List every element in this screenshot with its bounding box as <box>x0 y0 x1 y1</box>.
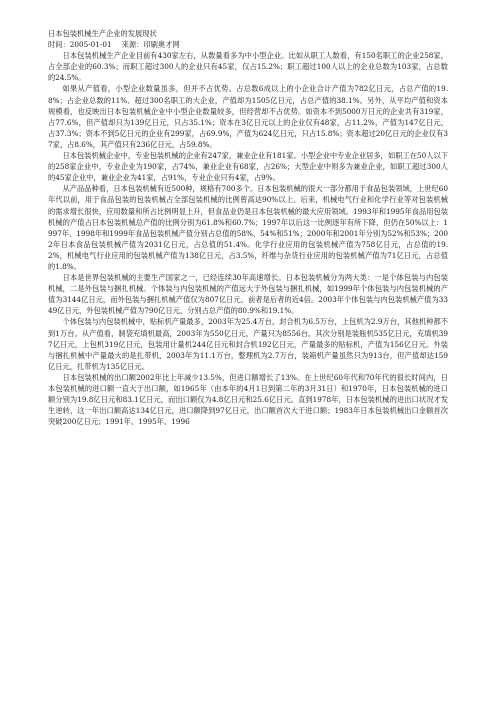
document-title: 日本包装机械生产企业的发展现状 <box>48 29 157 38</box>
paragraph: 如果从产值看，小型企业数量虽多，但并不占优势。占总数6成以上的小企业合计产值为782亿日元，占总产值的19.8%；占企业总数的11%、超过300名职工的大企业，产值却为1505亿日元，占总产值的38.1%。另外，从平均产值和资本规模看，也反映出日本包装机械企业中小型企业数量较多，但经营却不占优势。如资本不到5000万日元的企业共有319家，占77.6%，但产值却只为139亿日元，只占35.1%；资本在3亿日元以上的企业仅有48家，占11.2%，产值为147亿日元，占37.3%；资本不到5亿日元的企业有299家，占69.9%，产值为624亿日元，只占15.8%；资本超过20亿日元的企业仅有37家，占8.6%，其产值只有236亿日元，占59.8%。 <box>48 84 448 149</box>
source-label: 来源：印刷奥才网 <box>121 40 180 50</box>
paragraph: 日本是世界包装机械的主要生产国家之一，已经连续30年高速增长。日本包装机械分为两大类：一是个体包装与内包装机械，二是外包装与捆扎机械。个体装与内包装机械的产值远大于外包装与捆扎机械，如1999年个体包装与内包装机械的产值为3144亿日元，而外包装与捆扎机械产值仅为807亿日元，前者是后者的近4倍。2003年个体包装与内包装机械产值为3349亿日元，外包装机械产值为790亿日元，分别占总产值的80.9%和19.1%。 <box>48 273 448 316</box>
paragraph: 日本包装机械的出口额2002年比上年减少13.5%，但进口额增长了13%。在上世纪60年代和70年代的很长时间内，日本包装机械的进口额一直大于出口额，如1965年（由本年的4月1日到第二年的3月31日）和1970年，日本包装机械的进口额分别为19.8亿日元和83.1亿日元，而出口额仅为4.8亿日元和25.6亿日元。直到1978年，日本包装机械的进出口状况才发生逆转，这一年出口额高达134亿日元，进口额降到97亿日元，出口额首次大于进口额；1983年日本包装机械出口金额首次突破200亿日元；1991年、1995年、1996 <box>48 372 448 427</box>
paragraph: 日本包装机械企业中，专业包装机械的企业有247家，兼业企业有181家。小型企业中专业企业居多，如职工在50人以下的258家企业中，专业企业为190家，占74%，兼业企业有68家，占26%；大型企业中则多为兼业企业，如职工超过300人的45家企业中，兼业企业为41家，占91%，专业企业只有4家，占9%。 <box>48 151 448 183</box>
paragraph: 个体包装与内包装机械中，贴标机产量最多，2003年为25.4万台，封合机为6.5万台，上包机为2.9万台，其他机种都不到1万台。从产值看，制袋充填机最高，2003年为550亿日元，产量只为8556台。其次分别是装瓶机535亿日元，充填机397亿日元，上包机319亿日元，包装用计量机244亿日元和封合机192亿日元，产量最多的贴标机，产值为156亿日元。外装与捆扎机械中产量最大的是扎带机，2003年为11.1万台，整理机为2.7万台，装箱机产量虽然只为913台，但产值却达159亿日元，扎带机为135亿日元。 <box>48 317 448 371</box>
paragraph: 日本包装机械生产企业目前有430家左右，从数量看多为中小型企业。比如从职工人数看，有150名职工的企业258家，占全部企业的60.3%；而职工超过300人的企业只有45家，仅占15.2%；职工超过100人以上的企业总数为103家，占总数的24.5%。 <box>48 51 448 83</box>
document-meta <box>48 39 448 50</box>
paragraph: 从产品品种看，日本包装机械有近500种，规格有700多个。日本包装机械的很大一部分都用于食品包装领域，上世纪60年代以前，用于食品包装的包装机械占全部包装机械的比例曾高达90%以上。后来，机械电气行业和化学行业等对包装机械的需求增长很快，应用数量和所占比例明显上升，但食品业仍是日本包装机械的最大应用领域。1993年和1995年食品用包装机械的产值占日本包装机械总产值的比例分别为61.8%和60.7%；1997年以后这一比例逐年有所下降，但仍在50%以上：1997年、1998年和1999年食品包装机械产值分别占总值的58%、54%和51%；2000年和2001年分别为52%和53%；2002年日本食品包装机械产值为2031亿日元，占总值的51.4%。化学行业应用的包装机械产值为758亿日元，占总值的19.2%，机械电气行业应用的包装机械产值为138亿日元，占3.5%，纤维与杂货行业应用的包装机械产值为71亿日元，占总值的1.8%。 <box>48 184 448 271</box>
document-page <box>48 28 448 427</box>
publish-time: 时间：2005-01-01 <box>48 40 112 50</box>
